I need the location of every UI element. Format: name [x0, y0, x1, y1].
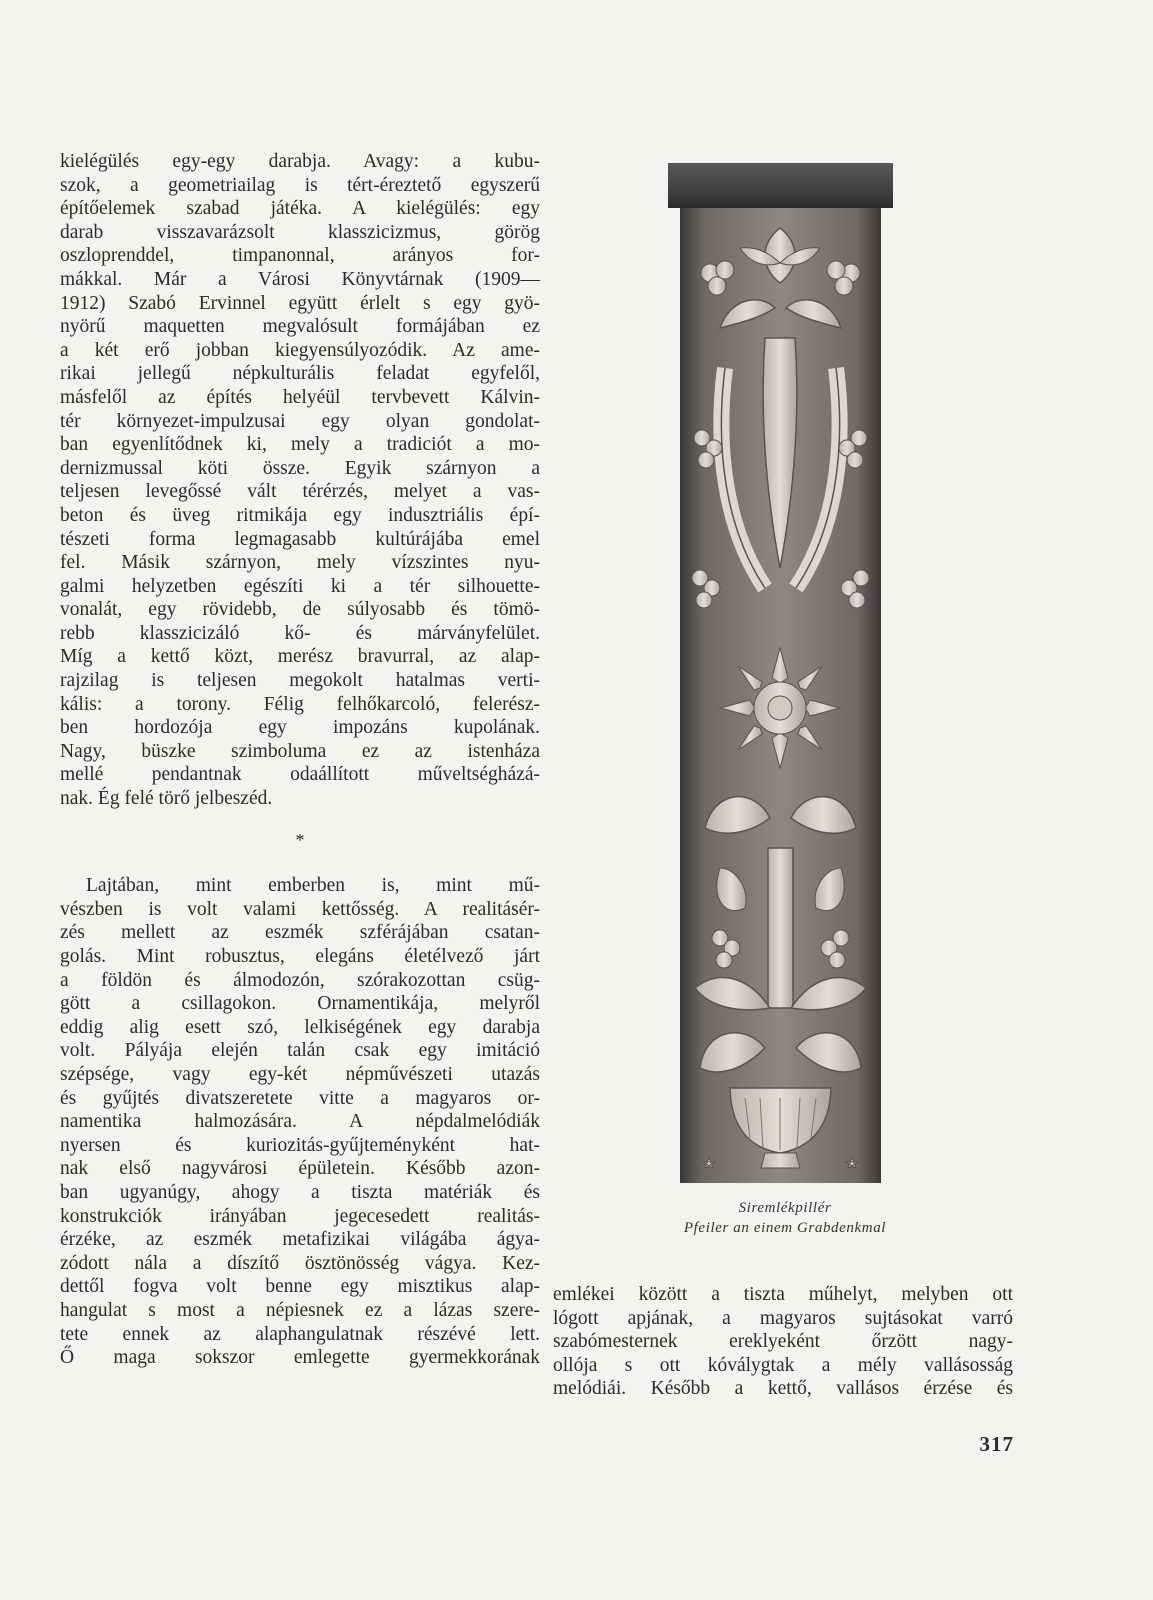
caption-german: Pfeiler an einem Grabdenkmal	[683, 1220, 887, 1236]
text-line: tér környezet-impulzusai egy olyan gondolat-	[60, 410, 540, 432]
text-line: melódiái. Később a kettő, vallásos érzése és	[553, 1378, 1013, 1400]
figure-caption	[600, 1198, 970, 1238]
text-line: zódott nála a díszítő ösztönösség vágya. Kez-	[60, 1252, 540, 1274]
text-line: kális: a torony. Félig felhőkarcoló, felerész-	[60, 693, 540, 715]
text-line: teljesen levegőssé vált térérzés, melyet a vas-	[60, 481, 540, 503]
paragraph-ornamentation	[60, 874, 540, 1369]
text-line: rikai jellegű népkulturális feladat egyfelől,	[60, 363, 540, 385]
text-line: dernizmussal köti össze. Egyik szárnyon a	[60, 457, 540, 479]
text-line: nak. Ég felé törő jelbeszéd.	[60, 788, 273, 810]
text-line: Míg a kettő közt, merész bravurral, az alap-	[60, 646, 540, 668]
right-text-column	[553, 1283, 1013, 1401]
text-line: nyersen és kuriozitás-gyűjteményként hat-	[60, 1134, 540, 1156]
text-line: beton és üveg ritmikája egy indusztriális épí-	[60, 504, 540, 526]
text-line: rajzilag is teljesen megokolt hatalmas verti-	[60, 670, 540, 692]
text-line: Nagy, büszke szimboluma ez az istenháza	[60, 740, 540, 762]
carved-pillar-image	[680, 208, 881, 1183]
text-line: konstrukciók irányában jegecesedett realitás-	[60, 1205, 540, 1227]
paragraph-architecture	[60, 150, 540, 811]
text-line: ben hordozója egy impozáns kupolának.	[60, 717, 540, 739]
text-line: emlékei között a tiszta műhelyt, melyben ott	[553, 1284, 1013, 1305]
text-line: Ő maga sokszor emlegette gyermekkorának	[60, 1347, 540, 1369]
text-line: mellé pendantnak odaállított műveltségházá-	[60, 764, 540, 786]
text-line: szabómesternek ereklyeként őrzött nagy-	[553, 1331, 1013, 1353]
text-line: galmi helyzetben egészíti ki a tér silhouette-	[60, 575, 540, 597]
caption-hungarian: Siremlékpillér	[738, 1200, 832, 1216]
text-line: szépsége, vagy egy-két népművészeti utazás	[60, 1063, 540, 1085]
text-line: a két erő jobban kiegyensúlyozódik. Az ame-	[60, 339, 540, 361]
text-line: ollója s ott kóválygtak a mély vallásosság	[553, 1354, 1013, 1376]
text-line: kielégülés egy-egy darabja. Avagy: a kubu-	[60, 151, 540, 172]
text-line: szok, a geometriailag is tért-éreztető egyszerű	[60, 174, 540, 196]
text-line: darab visszavarázsolt klasszicizmus, görög	[60, 221, 540, 243]
text-line: ban egyenlítődnek ki, mely a tradiciót a mo-	[60, 434, 540, 456]
text-line: nak első nagyvárosi épületein. Később azon-	[60, 1158, 540, 1180]
text-line: rebb klasszicizáló kő- és márványfelület.	[60, 622, 540, 644]
text-line: hangulat s most a népiesnek ez a lázas szere-	[60, 1299, 540, 1321]
text-line: oszloprenddel, timpanonnal, arányos for-	[60, 245, 540, 267]
text-line: gött a csillagokon. Ornamentikája, melyről	[60, 993, 540, 1015]
text-line: a földön és álmodozón, szórakozottan csüg-	[60, 969, 540, 991]
text-line: vonalát, egy rövidebb, de súlyosabb és tömö-	[60, 599, 540, 621]
text-line: építőelemek szabad játéka. A kielégülés: egy	[60, 198, 540, 220]
text-line: másfelől az építés helyéül tervbevett Kálvin-	[60, 386, 540, 408]
text-line: namentika halmozására. A népdalmelódiák	[60, 1111, 540, 1133]
text-line: vészben is volt valami kettősség. A realitásér-	[60, 898, 540, 920]
text-line: tete ennek az alaphangulatnak részévé lett.	[60, 1323, 540, 1345]
text-line: nyörű maquetten megvalósult formájában ez	[60, 316, 540, 338]
page-number: 317	[979, 1432, 1014, 1456]
text-line: eddig alig esett szó, lelkiségének egy darabja	[60, 1016, 540, 1038]
text-line: mákkal. Már a Városi Könyvtárnak (1909—	[60, 268, 540, 290]
text-line: érzéke, az eszmék metafizikai világába ágya-	[60, 1229, 540, 1251]
text-line: dettől fogva volt benne egy misztikus alap-	[60, 1276, 540, 1298]
text-line: zés mellett az eszmék szférájában csatan-	[60, 922, 540, 944]
text-line: fel. Másik szárnyon, mely vízszintes nyu-	[60, 552, 540, 574]
pillar-relief-icon	[680, 208, 881, 1183]
text-line: tészeti forma legmagasabb kultúrájába emel	[60, 528, 540, 550]
pillar-figure	[668, 163, 893, 1183]
text-line: 1912) Szabó Ervinnel együtt érlelt s egy gyö-	[60, 292, 540, 314]
section-separator: *	[295, 829, 305, 850]
text-line: golás. Mint robusztus, elegáns életélvező járt	[60, 946, 540, 967]
text-line: ban ugyanúgy, ahogy a tiszta matériák és	[60, 1181, 540, 1203]
text-line: lógott apjának, a magyaros sujtásokat varró	[553, 1307, 1013, 1329]
text-line: és gyűjtés divatszeretete vitte a magyaros or-	[60, 1087, 540, 1109]
left-text-column	[60, 150, 540, 1370]
text-line: Lajtában, mint emberben is, mint mű-	[86, 875, 540, 897]
pillar-capital	[668, 163, 893, 208]
text-line: volt. Pályája elején talán csak egy imitáció	[60, 1040, 540, 1062]
